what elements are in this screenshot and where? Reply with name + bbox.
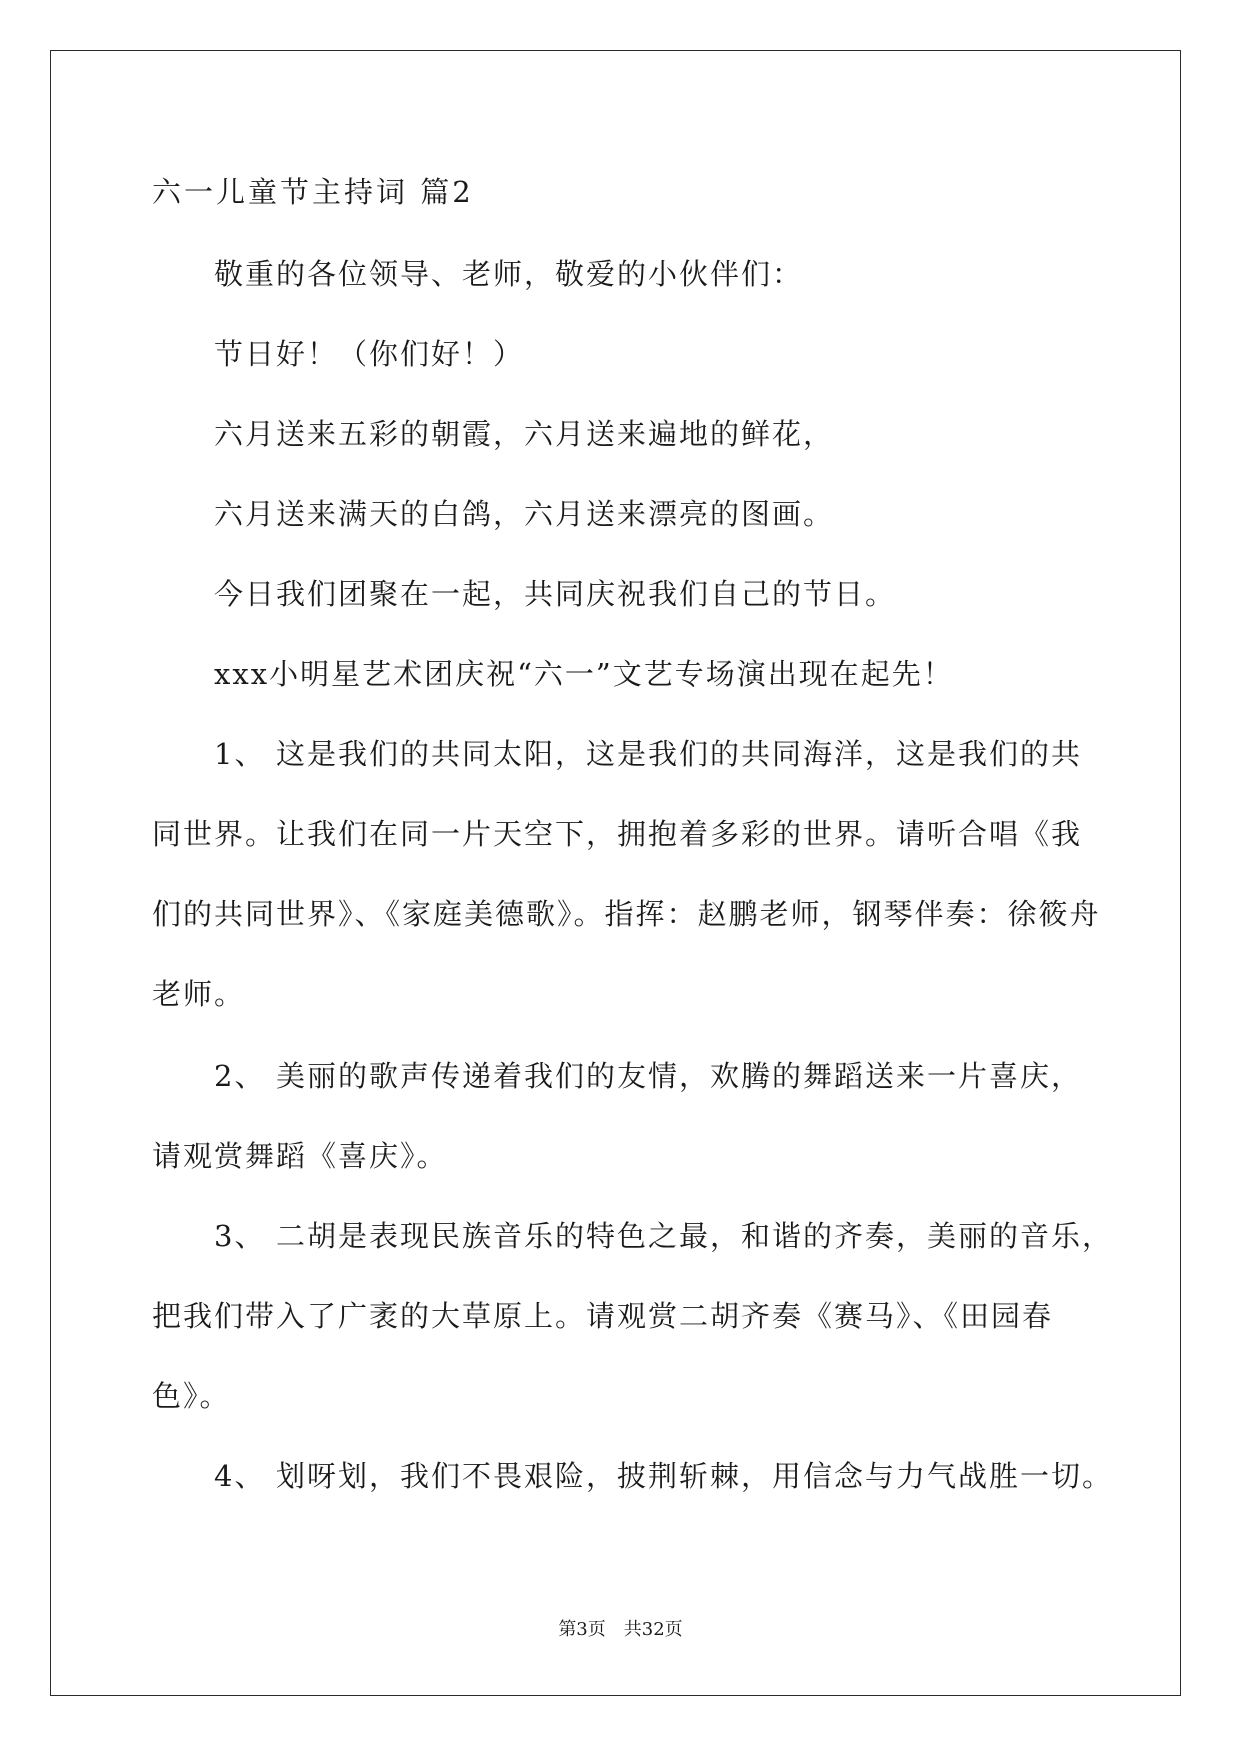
program-item-2 bbox=[214, 1058, 1082, 1094]
greeting-paragraph: 敬重的各位领导、老师，敬爱的小伙伴们： bbox=[214, 257, 804, 291]
page-border bbox=[50, 50, 1181, 1696]
program-item-1 bbox=[214, 736, 1082, 772]
poem-line-1: 六月送来五彩的朝霞，六月送来遍地的鲜花， bbox=[214, 417, 835, 451]
opening-paragraph: xxx小明星艺术团庆祝“六一”文艺专场演出现在起先！ bbox=[214, 657, 954, 691]
program-item-4 bbox=[214, 1458, 1113, 1494]
program-item-3 bbox=[214, 1218, 1113, 1254]
item-3-continuation-line: 色》。 bbox=[152, 1379, 231, 1413]
item-first-line: 划呀划，我们不畏艰险，披荆斩棘，用信念与力气战胜一切。 bbox=[276, 1459, 1114, 1493]
item-3-continuation-line: 把我们带入了广袤的大草原上。请观赏二胡齐奏《赛马》、《田园春 bbox=[152, 1299, 1054, 1333]
document-title: 六一儿童节主持词 篇2 bbox=[152, 175, 474, 209]
item-1-continuation-line: 同世界。让我们在同一片天空下，拥抱着多彩的世界。请听合唱《我 bbox=[152, 817, 1083, 851]
poem-line-2: 六月送来满天的白鸽，六月送来漂亮的图画。 bbox=[214, 497, 835, 531]
page-total: 共32页 bbox=[623, 1619, 683, 1640]
item-first-line: 美丽的歌声传递着我们的友情，欢腾的舞蹈送来一片喜庆， bbox=[276, 1059, 1083, 1093]
item-number: 3、 bbox=[214, 1219, 266, 1253]
item-number: 2、 bbox=[214, 1059, 266, 1093]
item-1-continuation-line: 老师。 bbox=[152, 977, 246, 1011]
item-first-line: 这是我们的共同太阳，这是我们的共同海洋，这是我们的共 bbox=[276, 737, 1083, 771]
item-number: 1、 bbox=[214, 737, 266, 771]
item-1-continuation-line: 们的共同世界》、《家庭美德歌》。指挥：赵鹏老师，钢琴伴奏：徐筱舟 bbox=[152, 897, 1101, 931]
page-footer bbox=[0, 1618, 1241, 1642]
gathering-paragraph: 今日我们团聚在一起，共同庆祝我们自己的节日。 bbox=[214, 577, 897, 611]
page-number: 第3页 bbox=[558, 1619, 606, 1640]
item-first-line: 二胡是表现民族音乐的特色之最，和谐的齐奏，美丽的音乐， bbox=[276, 1219, 1114, 1253]
item-2-continuation-line: 请观赏舞蹈《喜庆》。 bbox=[152, 1139, 448, 1173]
item-number: 4、 bbox=[214, 1459, 266, 1493]
holiday-greeting-paragraph: 节日好！（你们好！） bbox=[214, 337, 525, 371]
